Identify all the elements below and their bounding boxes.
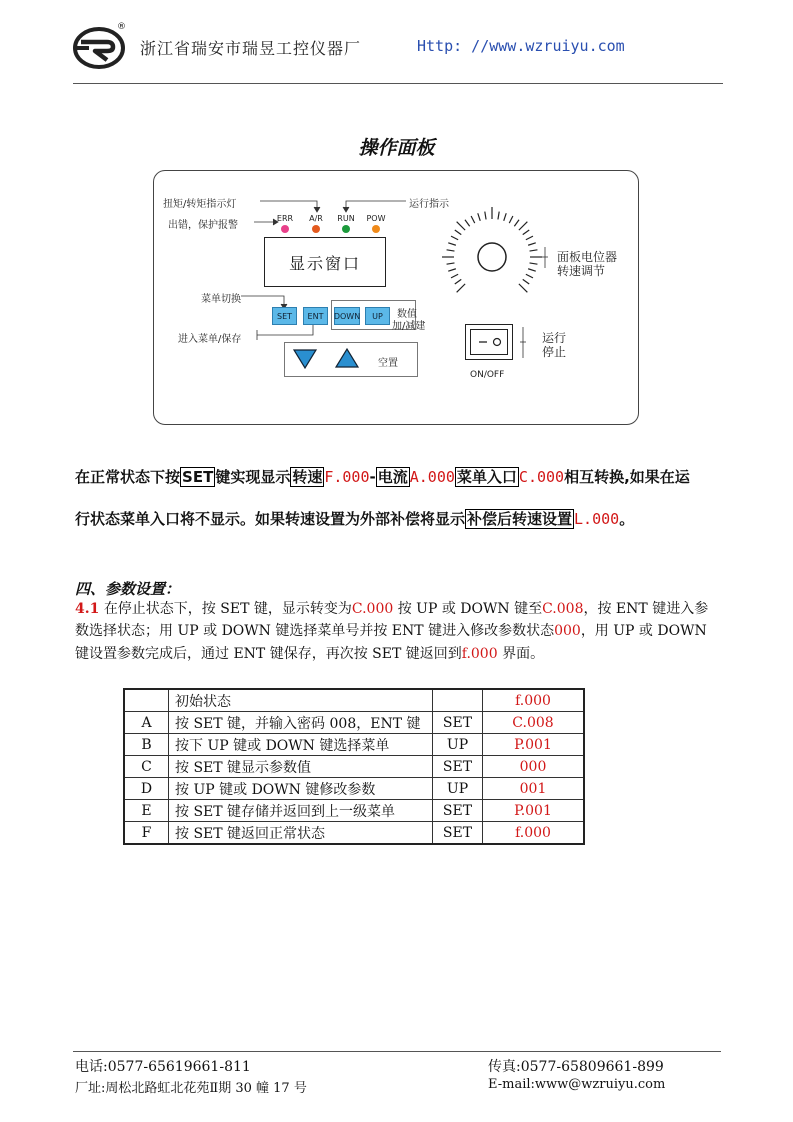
label-error-alarm: 出错，保护报警: [168, 220, 238, 231]
footer-divider: [73, 1051, 721, 1052]
dial-tick: [514, 220, 519, 226]
action-cell: 按 SET 键返回正常状态: [169, 822, 433, 845]
dial-tick: [465, 220, 470, 226]
text: 。: [619, 510, 635, 528]
action-cell: 按 UP 键或 DOWN 键修改参数: [169, 778, 433, 800]
text: 在停止状态下，按 SET 键，显示转变为: [103, 601, 352, 617]
boxed-speed: 转速: [292, 468, 323, 486]
table-row: [124, 756, 584, 778]
text: 行状态菜单入口将不显示。如果转速设置为外部补偿将显示: [75, 510, 466, 528]
display-cell: f.000: [483, 689, 585, 712]
paragraph-line-3: [75, 643, 723, 666]
action-cell: 按下 UP 键或 DOWN 键选择菜单: [169, 734, 433, 756]
down-arrow-icon[interactable]: [292, 348, 318, 370]
set-key[interactable]: SET: [272, 307, 297, 325]
label-speed-adjust: 转速调节: [557, 264, 606, 278]
step-cell: A: [124, 712, 169, 734]
key-cell: SET: [433, 756, 483, 778]
up-arrow-icon[interactable]: [334, 347, 360, 369]
dial-tick: [485, 212, 486, 220]
description-line-2: [75, 508, 634, 529]
dial-tick: [498, 212, 499, 220]
text: 键设置参数完成后，通过 ENT 键保存，再次按 SET 键返回到: [75, 646, 462, 662]
indicator-ar-label: A/R: [309, 214, 323, 223]
dial-tick: [447, 250, 455, 251]
value: f.000: [461, 646, 498, 662]
display-cell: f.000: [483, 822, 585, 845]
value-menu: C.000: [518, 468, 565, 486]
boxed-set: SET: [182, 468, 214, 486]
dial-tick: [457, 284, 465, 292]
dial-tick: [523, 230, 529, 235]
boxed-current: 电流: [377, 468, 408, 486]
footer-address: 厂址:周松北路虹北花苑Ⅱ期 30 幢 17 号: [75, 1081, 307, 1096]
dial-tick: [519, 222, 527, 230]
dial-tick: [471, 216, 475, 223]
table-row: [124, 822, 584, 845]
paragraph-line-1: [75, 598, 723, 621]
separator: -: [369, 468, 376, 486]
text: ，按 ENT 键进入参: [583, 601, 709, 617]
key-cell: [433, 689, 483, 712]
label-torque-indicator: 扭矩/转矩指示灯: [163, 199, 237, 210]
down-key[interactable]: DOWN: [334, 307, 360, 325]
label-stop: 停止: [542, 345, 567, 359]
dial-tick: [504, 213, 506, 221]
label-on-off: ON/OFF: [470, 370, 505, 380]
display-cell: 000: [483, 756, 585, 778]
action-cell: 按 SET 键存储并返回到上一级菜单: [169, 800, 433, 822]
step-cell: C: [124, 756, 169, 778]
company-name: 浙江省瑞安市瑞昱工控仪器厂: [140, 39, 362, 58]
text: 相互转换,如果在运: [564, 468, 690, 486]
value: C.008: [542, 601, 584, 617]
display-cell: P.001: [483, 800, 585, 822]
dial-tick: [451, 236, 458, 240]
company-logo: [73, 26, 125, 70]
table-row: [124, 712, 584, 734]
dial-tick: [455, 230, 461, 235]
panel-title: 操作面板: [358, 137, 435, 159]
text: ，用 UP 或 DOWN: [580, 623, 707, 639]
boxed-menu-entry: 菜单入口: [456, 468, 517, 486]
footer-fax: 传真:0577-65809661-899: [488, 1059, 664, 1075]
text: 键实现显示: [215, 468, 291, 486]
step-cell: F: [124, 822, 169, 845]
dial-tick: [526, 274, 533, 278]
ent-key[interactable]: ENT: [303, 307, 328, 325]
dial-tick: [530, 263, 538, 264]
display-cell: 001: [483, 778, 585, 800]
dial-tick: [523, 279, 529, 284]
dial-tick: [528, 269, 536, 271]
led-pow: [372, 225, 380, 233]
table-row: [124, 689, 584, 712]
indicator-err-label: ERR: [276, 214, 294, 223]
display-cell: P.001: [483, 734, 585, 756]
dial-tick: [448, 269, 456, 271]
display-window: 显示窗口: [264, 237, 386, 287]
label-add-subtract: 加/减建: [392, 321, 426, 332]
section-heading: 四、参数设置：: [75, 580, 181, 598]
up-key[interactable]: UP: [365, 307, 390, 325]
label-spare: 空置: [378, 358, 398, 369]
boxed-compensated-speed: 补偿后转速设置: [467, 510, 573, 528]
label-run-indicator: 运行指示: [409, 199, 449, 210]
value-current: A.000: [409, 468, 455, 486]
value: C.000: [351, 601, 394, 617]
step-cell: E: [124, 800, 169, 822]
key-cell: SET: [433, 712, 483, 734]
dial-tick: [519, 284, 527, 292]
dial-tick: [455, 279, 461, 284]
dial-tick: [451, 274, 458, 278]
dial-tick: [528, 243, 536, 245]
section-number: 4.1: [75, 601, 100, 617]
website-url[interactable]: Http: //www.wzruiyu.com: [417, 37, 625, 55]
step-cell: D: [124, 778, 169, 800]
action-cell: 按 SET 键显示参数值: [169, 756, 433, 778]
logo-icon: [73, 26, 125, 70]
text: 按 UP 或 DOWN 键至: [397, 601, 543, 617]
value-speed: F.000: [324, 468, 370, 486]
parameter-table: [123, 688, 585, 845]
label-enter-save: 进入菜单/保存: [178, 334, 242, 345]
step-cell: B: [124, 734, 169, 756]
key-cell: SET: [433, 800, 483, 822]
registered-mark: ®: [117, 22, 126, 32]
footer-phone: 电话:0577-65619661-811: [75, 1059, 251, 1075]
paragraph-line-2: [75, 620, 723, 643]
text: 在正常状态下按: [75, 468, 181, 486]
dial-tick: [526, 236, 533, 240]
dial-tick: [509, 216, 513, 223]
header-divider: [73, 83, 723, 84]
text: 界面。: [502, 646, 545, 662]
dial-tick: [457, 222, 465, 230]
label-pot: 面板电位器: [557, 250, 618, 264]
value: 000: [554, 623, 581, 639]
dial-tick: [530, 250, 538, 251]
led-ar: [312, 225, 320, 233]
potentiometer-dial-icon[interactable]: [440, 205, 544, 309]
switch-symbols-icon: [470, 329, 508, 355]
led-run: [342, 225, 350, 233]
description-line-1: [75, 466, 690, 487]
key-cell: UP: [433, 734, 483, 756]
label-menu-switch: 菜单切换: [201, 294, 241, 305]
footer-email[interactable]: E-mail:www@wzruiyu.com: [488, 1077, 666, 1092]
text: 数选择状态；用 UP 或 DOWN 键选择菜单号并按 ENT 键进入修改参数状态: [75, 623, 555, 639]
dial-tick: [478, 213, 480, 221]
dial-tick: [448, 243, 456, 245]
key-cell: SET: [433, 822, 483, 845]
step-cell: [124, 689, 169, 712]
action-cell: 初始状态: [169, 689, 433, 712]
led-err: [281, 225, 289, 233]
label-run: 运行: [542, 331, 567, 345]
label-value: 数值: [397, 309, 417, 320]
action-cell: 按 SET 键，并输入密码 008，ENT 键: [169, 712, 433, 734]
table-row: [124, 800, 584, 822]
table-row: [124, 778, 584, 800]
table-row: [124, 734, 584, 756]
dial-tick: [447, 263, 455, 264]
key-cell: UP: [433, 778, 483, 800]
indicator-pow-label: POW: [366, 214, 386, 223]
value-compensated: L.000: [574, 510, 620, 528]
display-cell: C.008: [483, 712, 585, 734]
indicator-run-label: RUN: [337, 214, 355, 223]
